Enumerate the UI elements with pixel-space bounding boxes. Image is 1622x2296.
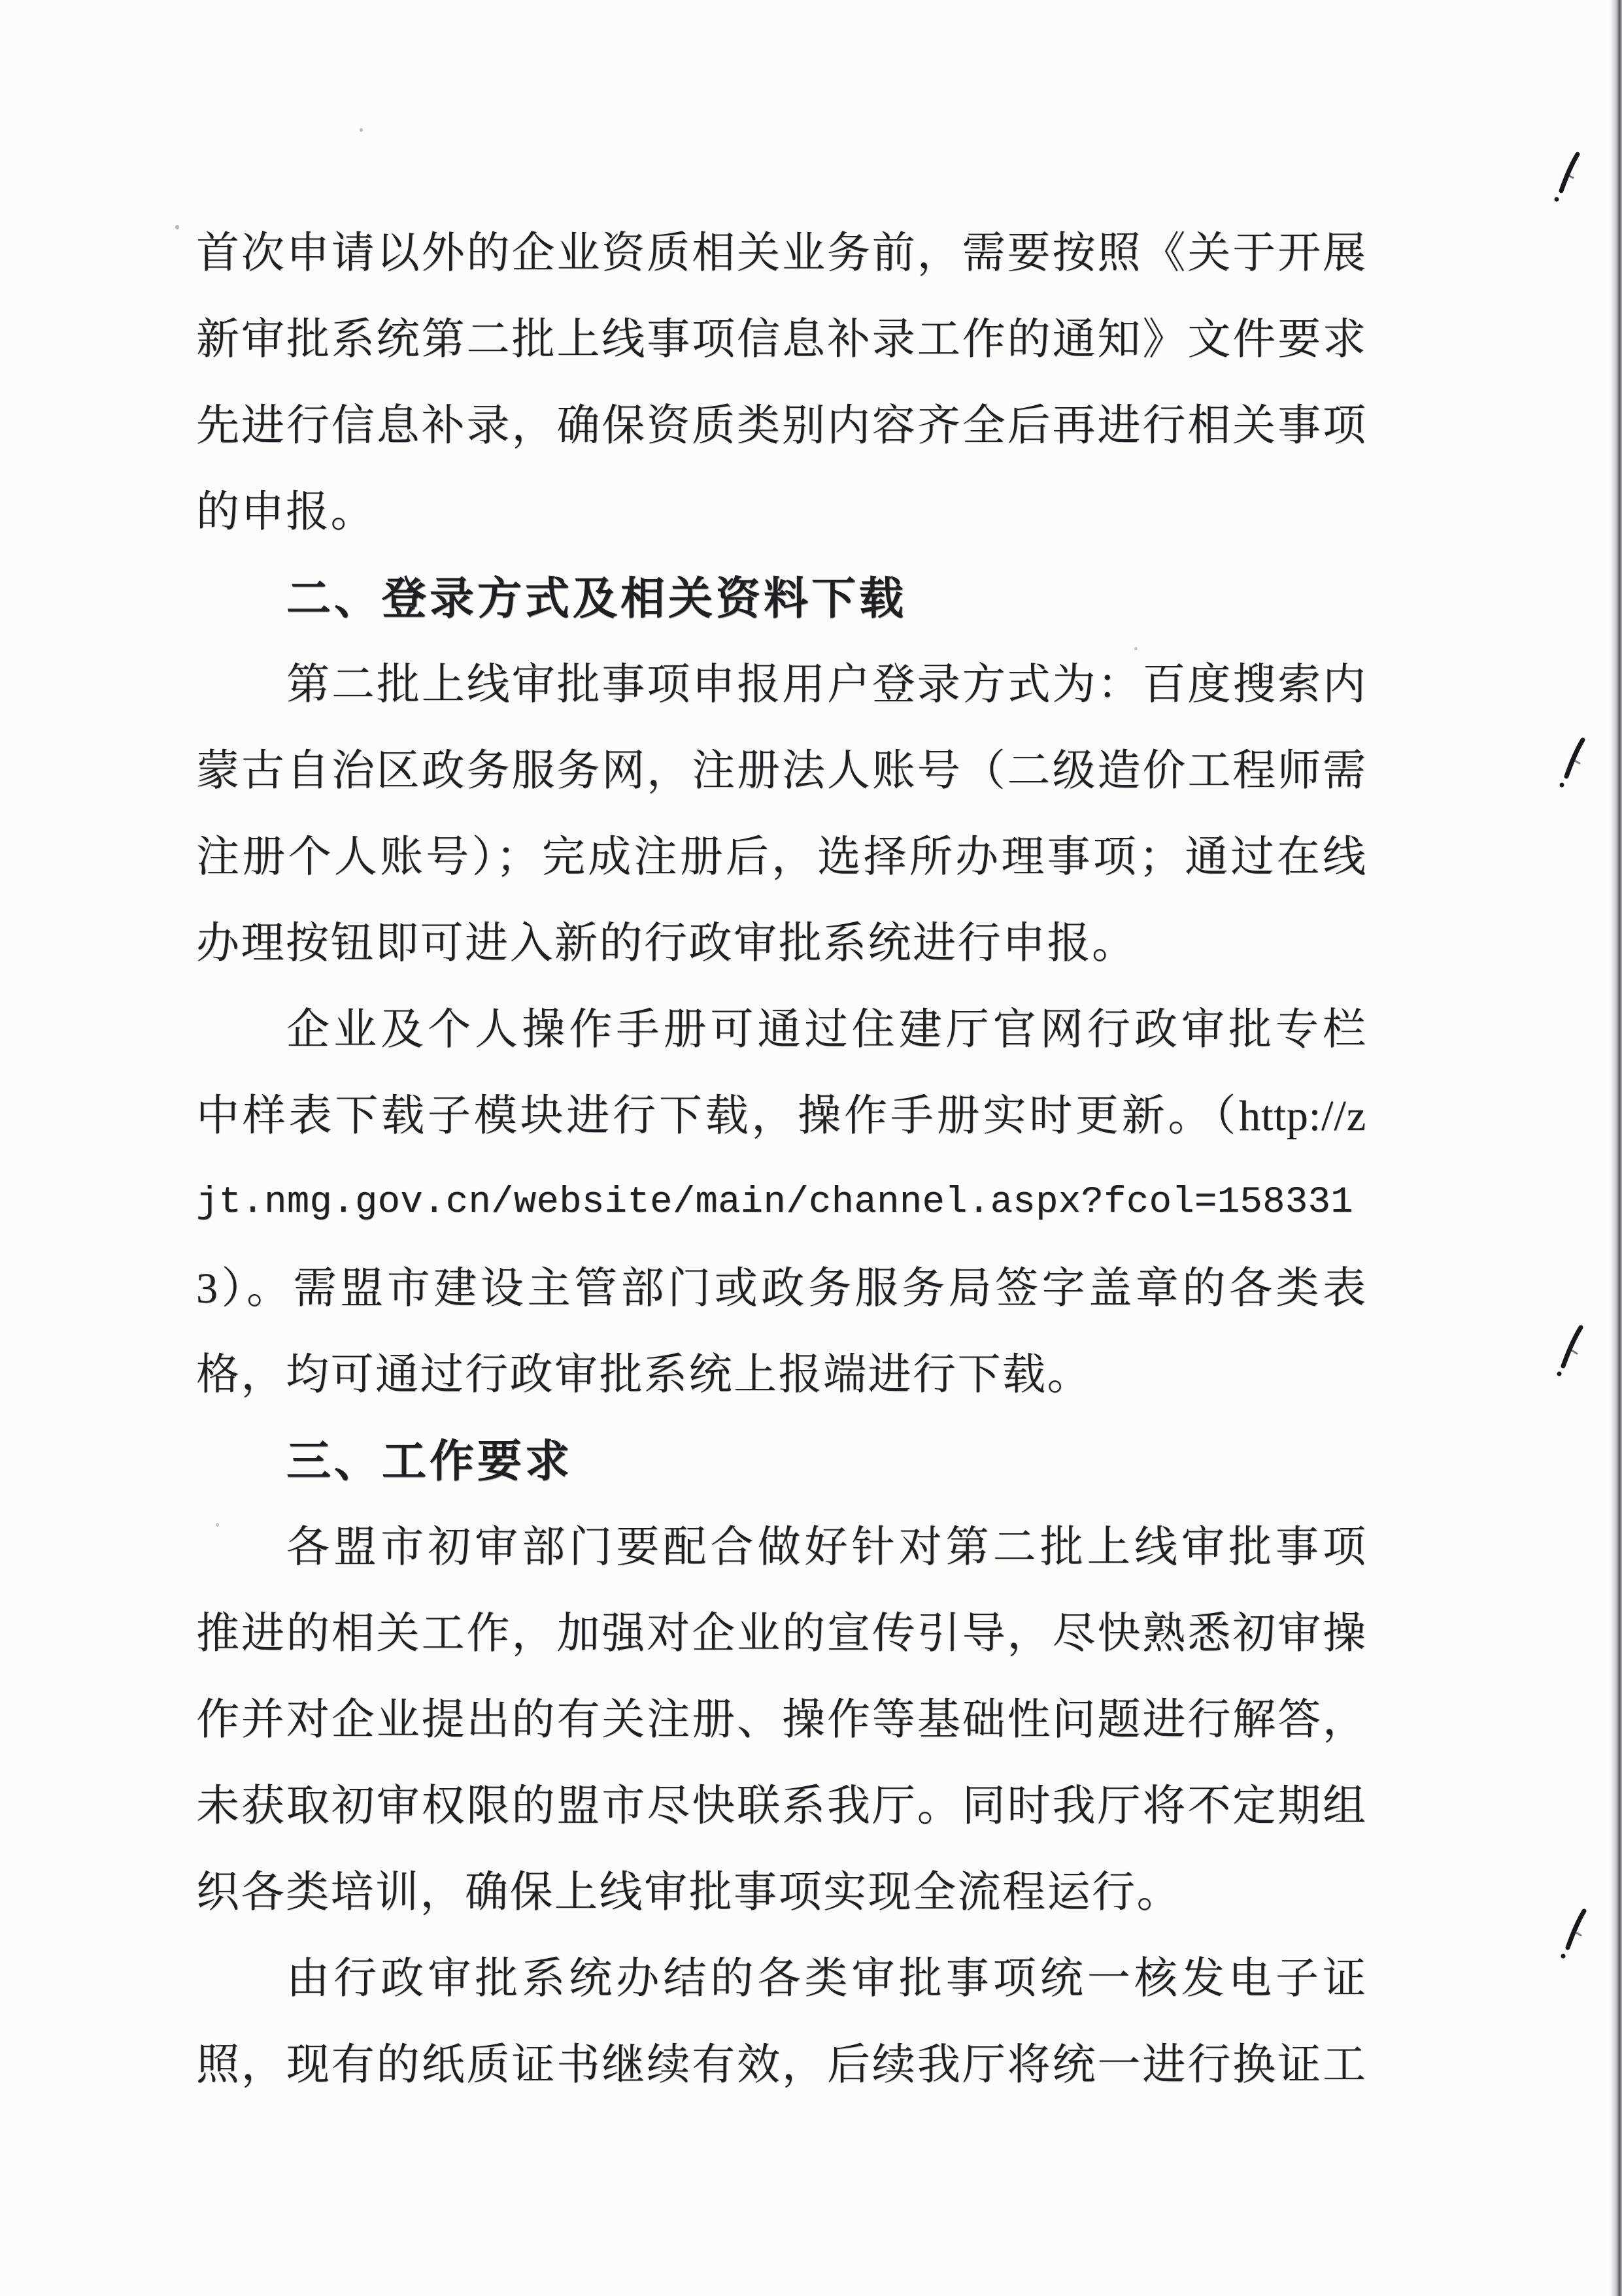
section-heading-3: 三、工作要求 xyxy=(286,1437,573,1486)
text-line: 新审批系统第二批上线事项信息补录工作的通知》文件要求 xyxy=(196,316,1366,363)
scan-speck xyxy=(175,225,179,229)
text-line: 由行政审批系统办结的各类审批事项统一核发电子证 xyxy=(286,1955,1366,2003)
text-line: 办理按钮即可进入新的行政审批系统进行申报。 xyxy=(196,920,1137,967)
handwritten-tick-icon xyxy=(1555,1895,1595,1961)
text-line: 蒙古自治区政务服务网，注册法人账号（二级造价工程师需 xyxy=(196,747,1366,795)
text-line: 各盟市初审部门要配合做好针对第二批上线审批事项 xyxy=(286,1523,1366,1571)
text-line: 格，均可通过行政审批系统上报端进行下载。 xyxy=(196,1351,1092,1399)
text-line: 注册个人账号）；完成注册后，选择所办理事项；通过在线 xyxy=(196,833,1366,881)
scan-speck xyxy=(360,128,363,132)
section-heading-2: 二、登录方式及相关资料下载 xyxy=(286,574,907,624)
text-line: 首次申请以外的企业资质相关业务前，需要按照《关于开展 xyxy=(196,229,1366,277)
text-line: 先进行信息补录，确保资质类别内容齐全后再进行相关事项 xyxy=(196,402,1366,450)
text-line: 企业及个人操作手册可通过住建厅官网行政审批专栏 xyxy=(286,1006,1366,1054)
text-line: 未获取初审权限的盟市尽快联系我厅。同时我厅将不定期组 xyxy=(196,1782,1366,1830)
text-line: 推进的相关工作，加强对企业的宣传引导，尽快熟悉初审操 xyxy=(196,1610,1366,1657)
handwritten-tick-icon xyxy=(1551,1312,1591,1378)
text-line: 中样表下载子模块进行下载，操作手册实时更新。（http://z xyxy=(196,1092,1366,1140)
scan-speck xyxy=(1134,647,1138,650)
text-line: 3）。需盟市建设主管部门或政务服务局签字盖章的各类表 xyxy=(196,1265,1366,1312)
handwritten-tick-icon xyxy=(1553,724,1594,790)
text-line: 照，现有的纸质证书继续有效，后续我厅将统一进行换证工 xyxy=(196,2041,1366,2089)
text-line: 织各类培训，确保上线审批事项实现全流程运行。 xyxy=(196,1869,1181,1916)
text-line: 第二批上线审批事项申报用户登录方式为：百度搜索内 xyxy=(286,661,1366,708)
handwritten-tick-icon xyxy=(1548,139,1589,204)
text-line: 作并对企业提出的有关注册、操作等基础性问题进行解答， xyxy=(196,1696,1366,1744)
document-text xyxy=(196,210,1366,2108)
scan-speck xyxy=(216,1523,219,1527)
text-line: 的申报。 xyxy=(196,488,375,536)
scan-speck xyxy=(366,1548,369,1550)
scan-edge-shadow xyxy=(1610,0,1622,2296)
url-text-line: jt.nmg.gov.cn/website/main/channel.aspx?fcol=158331 xyxy=(196,1182,1353,1223)
